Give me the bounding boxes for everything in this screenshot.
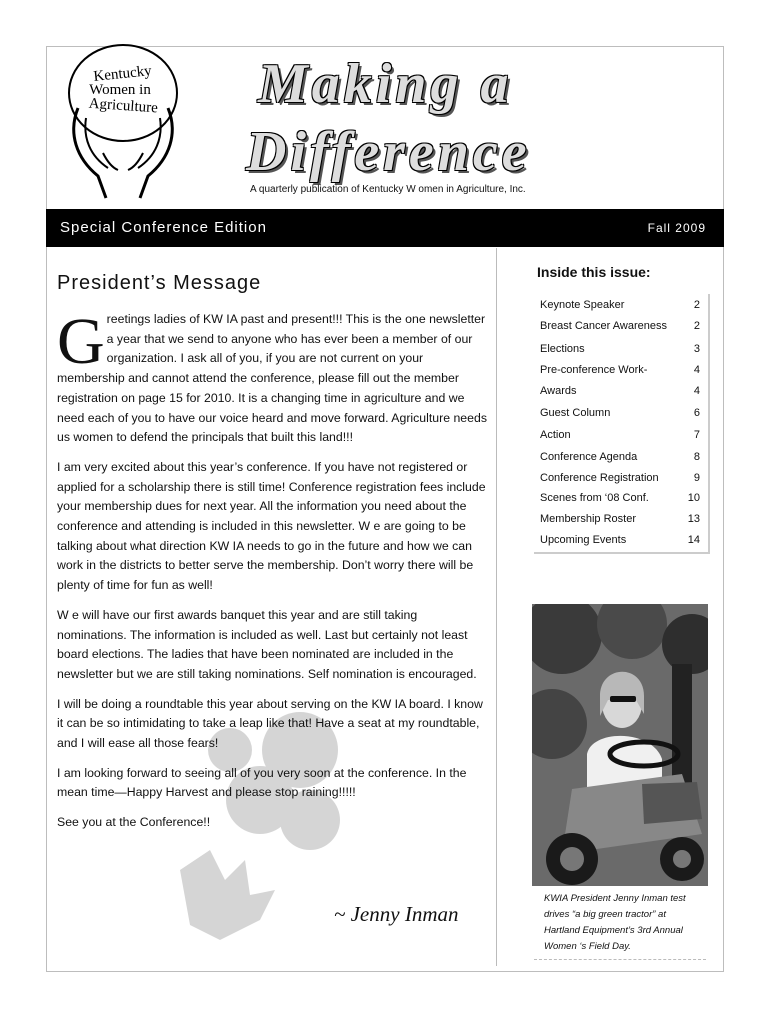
column-divider [496,248,497,966]
title-line-2: Difference [246,121,531,183]
paragraph-1 [57,305,489,448]
drop-cap: G [57,305,105,378]
svg-text:Women in: Women in [89,82,151,98]
edition-label: Special Conference Edition [60,219,267,236]
toc-page: 2 [693,299,700,311]
toc-label: Membership Roster [540,513,636,525]
toc-page: 2 [693,320,700,332]
toc-page: 4 [693,385,700,397]
toc-item[interactable] [540,472,700,484]
toc-page: 13 [687,513,700,525]
toc-item[interactable] [540,343,700,355]
toc-page: 14 [687,534,700,546]
paragraph-2: I am very excited about this year’s conference. If you have not registered or applied for a scholarship there is still time! Conference registration fees include your membership dues for next year. All the information you need about the conference and attending is included in this newsletter. W e are going to be talking about what direction KW IA needs to go in the future and how we can work in the districts to better serve the membership. Don’t worry there will be plenty of time for fun as well! [57,459,486,593]
toc-item[interactable] [540,534,700,546]
toc-item[interactable] [540,385,700,397]
toc-label: Pre-conference Work- [540,364,648,376]
toc-item[interactable] [540,299,700,311]
toc-item[interactable] [540,492,700,504]
toc-page: 3 [693,343,700,355]
toc-page: 7 [693,429,700,441]
paragraph-4: I will be doing a roundtable this year about serving on the KW IA board. I know it can be so intimidating to take a leap like that! Have a seat at my roundtable, and I will ease all those fears! [57,696,483,751]
toc-label: Conference Registration [540,472,659,484]
toc-page: 6 [693,407,700,419]
svg-text:Agriculture: Agriculture [88,95,159,117]
caption-rule [534,959,706,960]
toc-item[interactable] [540,451,700,463]
toc-page: 8 [693,451,700,463]
toc-page: 10 [687,492,700,504]
toc-label: Awards [540,385,577,397]
photo-caption: KWIA President Jenny Inman test drives “a big green tractor” at Hartland Equipment’s 3rd Annual Women ‘s Field Day. [544,893,686,952]
toc-label: Keynote Speaker [540,299,625,311]
newsletter-title [246,50,606,186]
title-line-1: Making a [258,53,513,115]
toc-label: Breast Cancer Awareness [540,320,667,332]
toc-label: Scenes from ‘08 Conf. [540,492,649,504]
svg-text:Kentucky: Kentucky [92,63,153,86]
toc-item[interactable] [540,364,700,376]
toc-item[interactable] [540,407,700,419]
inside-issue-title: Inside this issue: [537,264,651,280]
toc-label: Guest Column [540,407,611,419]
paragraph-5: I am looking forward to seeing all of you very soon at the conference. In the mean time—Happy Harvest and please stop raining!!!!! [57,765,467,800]
signature: ~ Jenny Inman [334,902,459,926]
publication-subtitle: A quarterly publication of Kentucky W omen in Agriculture, Inc. [250,184,526,195]
table-of-contents [532,292,708,552]
article-title: President’s Message [57,272,262,294]
toc-item[interactable] [540,320,700,332]
toc-page: 9 [693,472,700,484]
toc-label: Upcoming Events [540,534,627,546]
toc-page: 4 [693,364,700,376]
tractor-photo [532,604,708,886]
toc-label: Conference Agenda [540,451,638,463]
season-label: Fall 2009 [647,221,706,235]
paragraph-3: W e will have our first awards banquet this year and are still taking nominations. The information is included as well. Last but certainly not least board elections. The ladies that have been nominated are included in the newsletter but we are still taking nominations. Self nomination is encouraged. [57,607,477,681]
toc-label: Action [540,429,571,441]
paragraph-1-text: reetings ladies of KW IA past and present!!! This is the one newsletter a year that we send to anyone who has ever been a member of our organization. I ask all of you, if you are not current on your membership and cannot attend the conference, please fill out the member registration on page 15 for 2010. It is a changing time in agriculture and we need each of you to have our voice heard and move forward. Agriculture needs us women to defend the principals that built this land!!! [57,312,487,445]
toc-label: Elections [540,343,585,355]
edition-band [46,209,724,247]
paragraph-6: See you at the Conference!! [57,815,211,830]
toc-item[interactable] [540,513,700,525]
presidents-message [57,305,489,843]
toc-item[interactable] [540,429,700,441]
kwia-logo [58,38,188,200]
